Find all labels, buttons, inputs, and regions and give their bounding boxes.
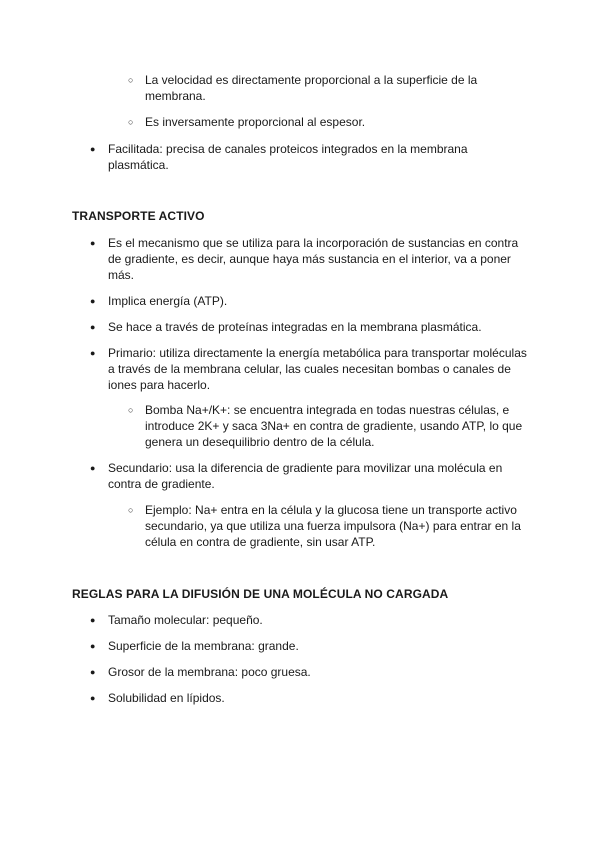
list-item	[90, 345, 528, 393]
list-item-text: Es el mecanismo que se utiliza para la incorporación de sustancias en contra de gradiente, es decir, aunque haya más sustancia en el interior, va a poner más.	[108, 236, 519, 282]
list-item	[128, 402, 530, 450]
filled-bullet-icon: ●	[90, 463, 96, 473]
hollow-bullet-icon: ○	[128, 405, 134, 415]
section-heading-transporte-activo: TRANSPORTE ACTIVO	[72, 209, 205, 223]
section-heading-reglas: REGLAS PARA LA DIFUSIÓN DE UNA MOLÉCULA NO CARGADA	[72, 587, 449, 601]
list-item-text: Se hace a través de proteínas integradas en la membrana plasmática.	[108, 320, 482, 334]
filled-bullet-icon: ●	[90, 322, 96, 332]
filled-bullet-icon: ●	[90, 238, 96, 248]
list-item-text: Solubilidad en lípidos.	[108, 691, 225, 705]
filled-bullet-icon: ●	[90, 296, 96, 306]
list-item	[90, 460, 528, 492]
list-item	[90, 612, 528, 628]
filled-bullet-icon: ●	[90, 667, 96, 677]
list-item	[128, 502, 530, 550]
list-item	[128, 114, 530, 130]
list-item	[90, 235, 528, 283]
list-item-text: Grosor de la membrana: poco gruesa.	[108, 665, 311, 679]
filled-bullet-icon: ●	[90, 615, 96, 625]
list-item	[90, 319, 528, 335]
list-item	[90, 638, 528, 654]
list-item	[90, 293, 528, 309]
list-item-text: La velocidad es directamente proporcional a la superficie de la membrana.	[145, 73, 478, 103]
list-item-text: Primario: utiliza directamente la energía metabólica para transportar moléculas a través de la membrana celular, las cuales necesitan bombas o canales de iones para hacerlo.	[108, 346, 527, 392]
list-item	[90, 690, 528, 706]
list-item-text: Tamaño molecular: pequeño.	[108, 613, 263, 627]
hollow-bullet-icon: ○	[128, 75, 134, 85]
filled-bullet-icon: ●	[90, 144, 96, 154]
list-item-text: Implica energía (ATP).	[108, 294, 228, 308]
list-item-text: Es inversamente proporcional al espesor.	[145, 115, 366, 129]
hollow-bullet-icon: ○	[128, 505, 134, 515]
list-item	[90, 664, 528, 680]
list-item	[90, 141, 528, 173]
filled-bullet-icon: ●	[90, 693, 96, 703]
list-item	[128, 72, 530, 104]
list-item-text: Secundario: usa la diferencia de gradiente para movilizar una molécula en contra de gradiente.	[108, 461, 503, 491]
list-item-text: Bomba Na+/K+: se encuentra integrada en todas nuestras células, e introduce 2K+ y saca 3Na+ en contra de gradiente, usando ATP, lo que genera un desequilibrio dentro de la célula.	[145, 403, 523, 449]
list-item-text: Superficie de la membrana: grande.	[108, 639, 299, 653]
list-item-text: Facilitada: precisa de canales proteicos integrados en la membrana plasmática.	[108, 142, 468, 172]
filled-bullet-icon: ●	[90, 641, 96, 651]
list-item-text: Ejemplo: Na+ entra en la célula y la glucosa tiene un transporte activo secundario, ya que utiliza una fuerza impulsora (Na+) para entrar en la célula en contra de gradiente, sin usar ATP.	[145, 503, 521, 549]
filled-bullet-icon: ●	[90, 348, 96, 358]
hollow-bullet-icon: ○	[128, 117, 134, 127]
